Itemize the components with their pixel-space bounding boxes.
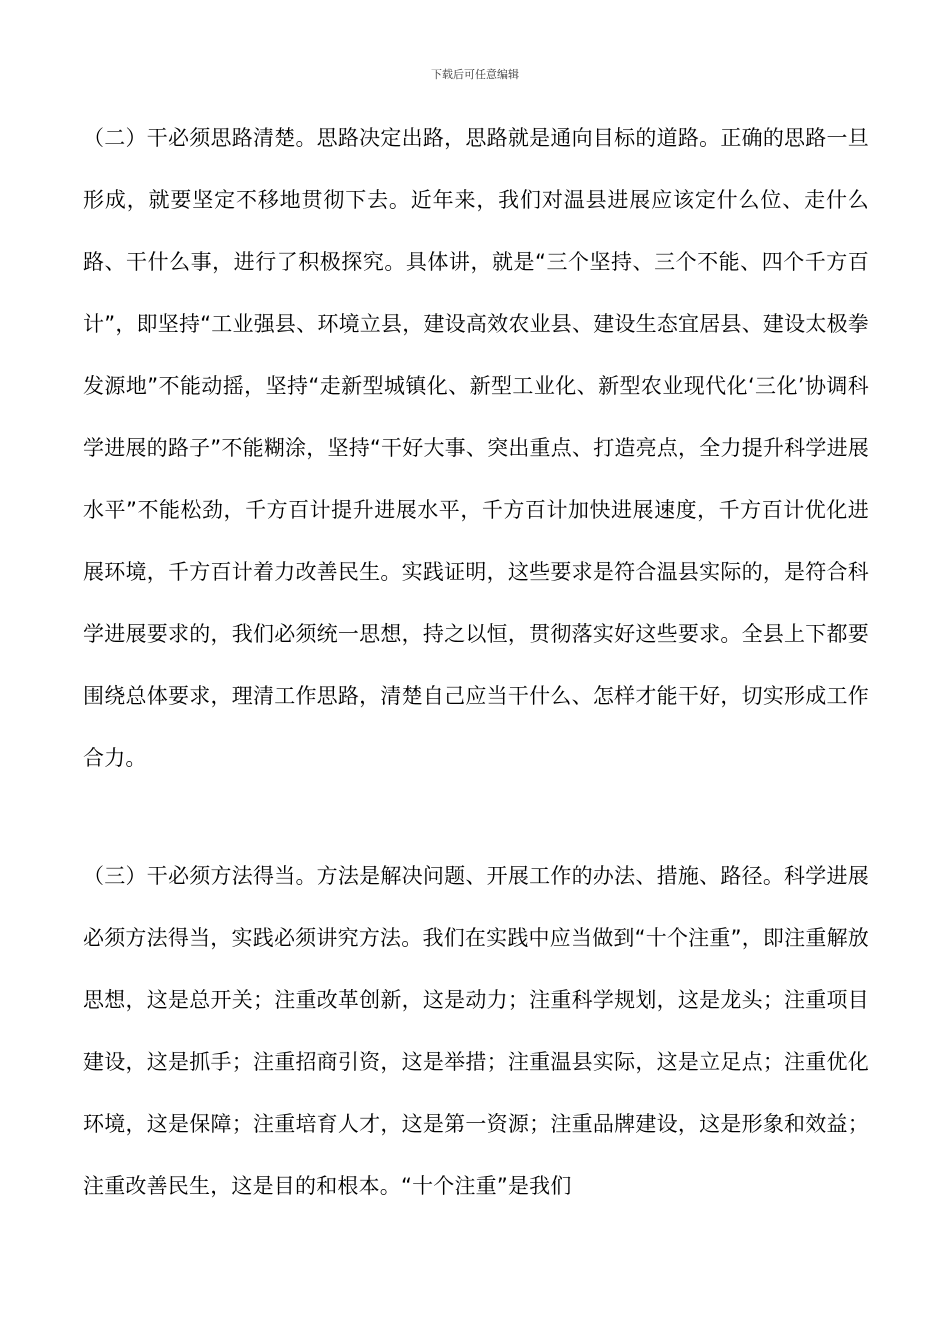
page-header: 下载后可任意编辑 — [431, 68, 519, 81]
paragraph-thinking-clear: （二）干必须思路清楚。思路决定出路，思路就是通向目标的道路。正确的思路一旦形成，就要坚定不移地贯彻下去。近年来，我们对温县进展应该定什么位、走什么路、干什么事，进行了积极探究。具体讲，就是“三个坚持、三个不能、四个千方百计”，即坚持“工业强县、环境立县，建设高效农业县、建设生态宜居县、建设太极拳发源地”不能动摇，坚持“走新型城镇化、新型工业化、新型农业现代化‘三化’协调科学进展的路子”不能糊涂，坚持“干好大事、突出重点、打造亮点，全力提升科学进展水平”不能松劲，千方百计提升进展水平，千方百计加快进展速度，千方百计优化进展环境，千方百计着力改善民生。实践证明，这些要求是符合温县实际的，是符合科学进展要求的，我们必须统一思想，持之以恒，贯彻落实好这些要求。全县上下都要围绕总体要求，理清工作思路，清楚自己应当干什么、怎样才能干好，切实形成工作合力。 — [83, 126, 869, 770]
paragraph-method-proper: （三）干必须方法得当。方法是解决问题、开展工作的办法、措施、路径。科学进展必须方法得当，实践必须讲究方法。我们在实践中应当做到“十个注重”，即注重解放思想，这是总开关；注重改革创新，这是动力；注重科学规划，这是龙头；注重项目建设，这是抓手；注重招商引资，这是举措；注重温县实际，这是立足点；注重优化环境，这是保障；注重培育人才，这是第一资源；注重品牌建设，这是形象和效益；注重改善民生，这是目的和根本。“十个注重”是我们 — [83, 864, 869, 1198]
